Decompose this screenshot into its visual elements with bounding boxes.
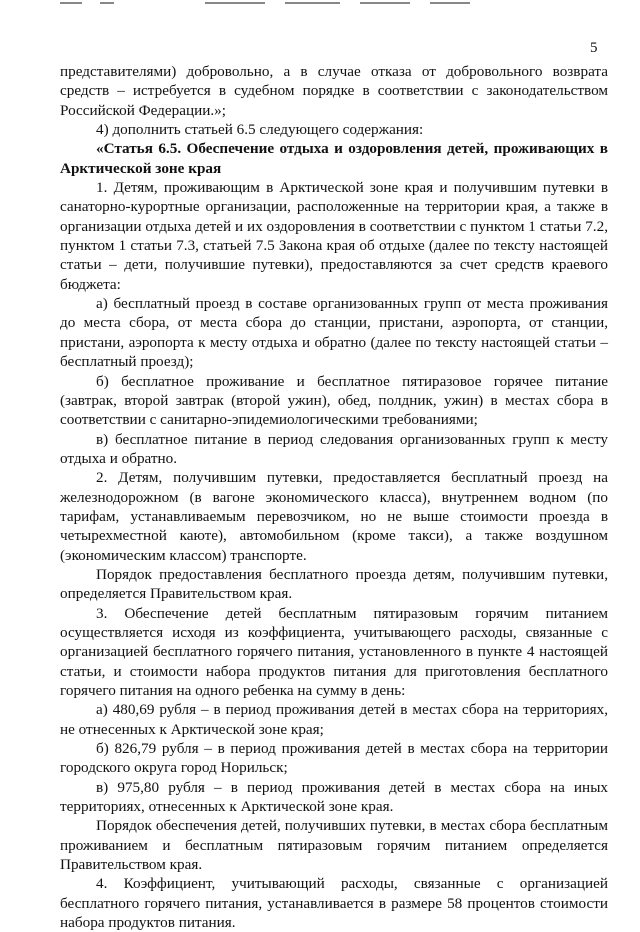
page-number: 5: [590, 40, 598, 56]
paragraph-subclause-b: б) бесплатное проживание и бесплатное пятиразовое горячее питание (завтрак, второй завтрак (второй ужин), обед, полдник, ужин) в местах сбора в соответствии с санитарно-эпидемиологическими требованиями;: [60, 372, 608, 429]
paragraph-procedure-travel: Порядок предоставления бесплатного проезда детям, получившим путевки, определяется Правительством края.: [60, 565, 608, 603]
paragraph-clause-4: 4. Коэффициент, учитывающий расходы, связанные с организацией бесплатного горячего питания, устанавливается в размере 58 процентов стоимости набора продуктов питания.: [60, 875, 608, 932]
paragraph-rate-v: в) 975,80 рубля – в период проживания детей в местах сбора на иных территориях, отнесенных к Арктической зоне края.: [60, 778, 608, 816]
paragraph-subclause-v: в) бесплатное питание в период следования организованных групп к месту отдыха и обратно.: [60, 430, 608, 467]
paragraph-rate-a: а) 480,69 рубля – в период проживания детей в местах сбора на территориях, не отнесенных к Арктической зоне края;: [60, 701, 608, 738]
scan-edge-marks: [0, 0, 640, 6]
paragraph-subclause-a: а) бесплатный проезд в составе организованных групп от места проживания до места сбора, от места сбора до станции, пристани, аэропорта, от станции, пристани, аэропорта к месту отдыха и обратно (далее по тексту настоящей статьи – бесплатный проезд);: [60, 295, 608, 371]
paragraph-continuation: представителями) добровольно, а в случае отказа от добровольного возврата средств – истребуется в судебном порядке в соответствии с законодательством Российской Федерации.»;: [60, 63, 608, 119]
paragraph-clause-2: 2. Детям, получившим путевки, предоставляется бесплатный проезд на железнодорожном (в вагоне экономического класса), внутреннем водном (по тарифам, устанавливаемым перевозчиком, но не выше стоимости проезда в четырехместной каюте), автомобильном (кроме такси), а также воздушном (экономическим классом) транспорте.: [60, 469, 608, 564]
paragraph-clause-3: 3. Обеспечение детей бесплатным пятиразовым горячим питанием осуществляется исходя из коэффициента, учитывающего расходы, связанные с организацией бесплатного горячего питания, установленного в пункте 4 настоящей статьи, и стоимости набора продуктов питания для приготовления бесплатного горячего питания на одного ребенка на сумму в день:: [60, 604, 608, 699]
paragraph-amendment-item: 4) дополнить статьей 6.5 следующего содержания:: [96, 121, 424, 139]
document-body: [60, 62, 608, 932]
paragraph-clause-1: 1. Детям, проживающим в Арктической зоне края и получившим путевки в санаторно-курортные организации, расположенные на территории края, а также в организации отдыха детей и их оздоровления в соответствии с пунктом 1 статьи 7.2, пунктом 1 статьи 7.3, статьей 7.5 Закона края об отдыхе (далее по тексту настоящей статьи – дети, получившие путевки), предоставляются за счет средств краевого бюджета:: [60, 179, 608, 293]
article-heading: «Статья 6.5. Обеспечение отдыха и оздоровления детей, проживающих в Арктической зоне края: [60, 140, 608, 177]
paragraph-procedure-meals: Порядок обеспечения детей, получивших путевки, в местах сбора бесплатным проживанием и бесплатным пятиразовым горячим питанием определяется Правительством края.: [60, 817, 608, 874]
paragraph-rate-b: б) 826,79 рубля – в период проживания детей в местах сбора на территории городского округа город Норильск;: [60, 740, 608, 777]
